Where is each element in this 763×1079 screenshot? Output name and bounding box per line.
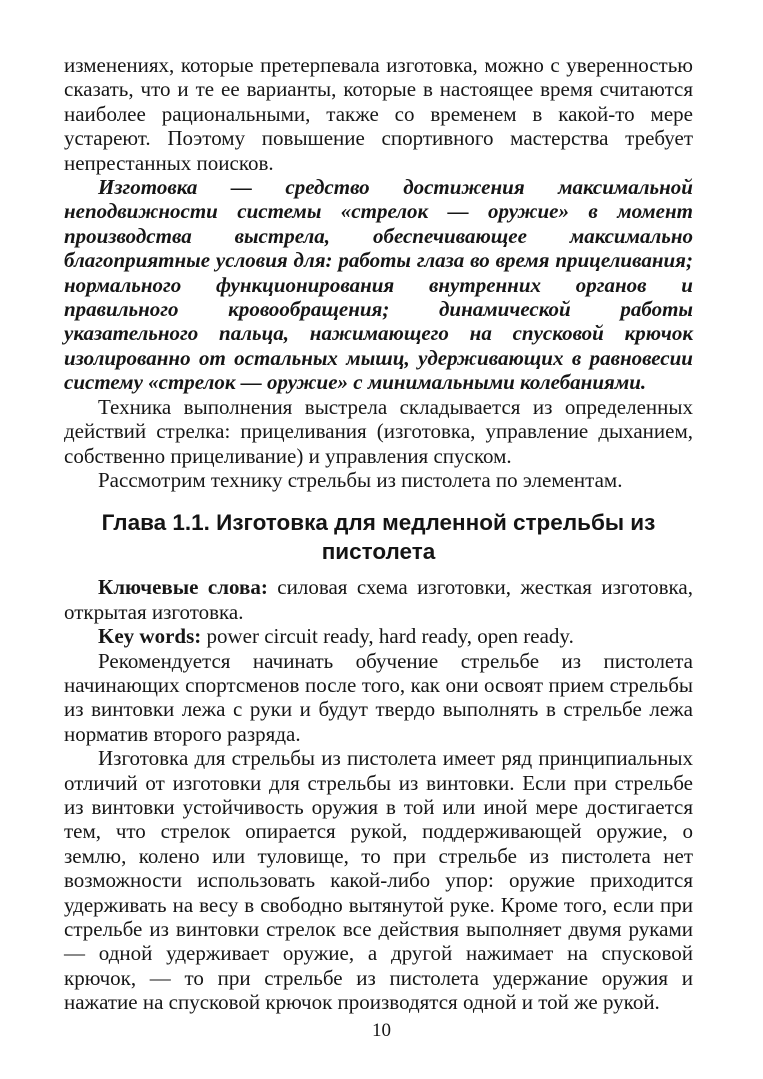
paragraph-shot-technique: Техника выполнения выстрела складывается из определенных действий стрелка: прицеливания (изготовка, управление дыханием, собственно прицеливание) и управления спуском. bbox=[64, 394, 693, 468]
page-number: 10 bbox=[372, 1020, 391, 1041]
keywords-ru-text: силовая схема изготовки, жесткая изготовка, открытая изготовка. bbox=[64, 575, 693, 624]
keywords-en-text: power circuit ready, hard ready, open ready. bbox=[201, 624, 574, 649]
keywords-en-paragraph bbox=[64, 624, 693, 648]
paragraph-pistol-vs-rifle-differences: Изготовка для стрельбы из пистолета имеет ряд принципиальных отличий от изготовки для стрельбы из винтовки. Если при стрельбе из винтовки устойчивость оружия в той или иной мере достигается тем, что стрелок опирается рукой, поддерживающей оружие, о землю, колено или туловище, то при стрельбе из пистолета нет возможности использовать какой-либо упор: оружие приходится удерживать на весу в свободно вытянутой руке. Кроме того, если при стрельбе из винтовки стрелок все действия выполняет двумя руками — одной удерживает оружие, а другой нажимает на спусковой крючок, — то при стрельбе из пистолета удержание оружия и нажатие на спусковой крючок производятся одной и той же рукой. bbox=[64, 746, 693, 1015]
paragraph-intro-continuation: изменениях, которые претерпевала изготовка, можно с уверенностью сказать, что и те ее варианты, которые в настоящее время считаются наиболее рациональными, также со временем в какой-то мере устареют. Поэтому повышение спортивного мастерства требует непрестанных поисков. bbox=[64, 53, 693, 175]
keywords-ru-label: Ключевые слова: bbox=[98, 575, 268, 600]
paragraph-consider-elements: Рассмотрим технику стрельбы из пистолета по элементам. bbox=[98, 467, 623, 492]
chapter-heading: Глава 1.1. Изготовка для медленной стрельбы из пистолета bbox=[101, 510, 656, 565]
paragraph-definition-izgotovka: Изготовка — средство достижения максимальной неподвижности системы «стрелок — оружие» в момент производства выстрела, обеспечивающее максимально благоприятные условия для: работы глаза во время прицеливания; нормального функционирования внутренних органов и правильного кровообращения; динамической работы указательного пальца, нажимающего на спусковой крючок изолированно от остальных мышц, удерживающих в равновесии систему «стрелок — оружие» с минимальными колебаниями. bbox=[64, 175, 693, 395]
paragraph-training-recommendation: Рекомендуется начинать обучение стрельбе из пистолета начинающих спортсменов после того, как они освоят прием стрельбы из винтовки лежа с руки и будут твердо выполнять в стрельбе лежа норматив второго разряда. bbox=[64, 648, 693, 746]
page-content bbox=[64, 53, 693, 1015]
keywords-ru-paragraph bbox=[64, 575, 693, 624]
keywords-en-label: Key words: bbox=[98, 624, 202, 649]
